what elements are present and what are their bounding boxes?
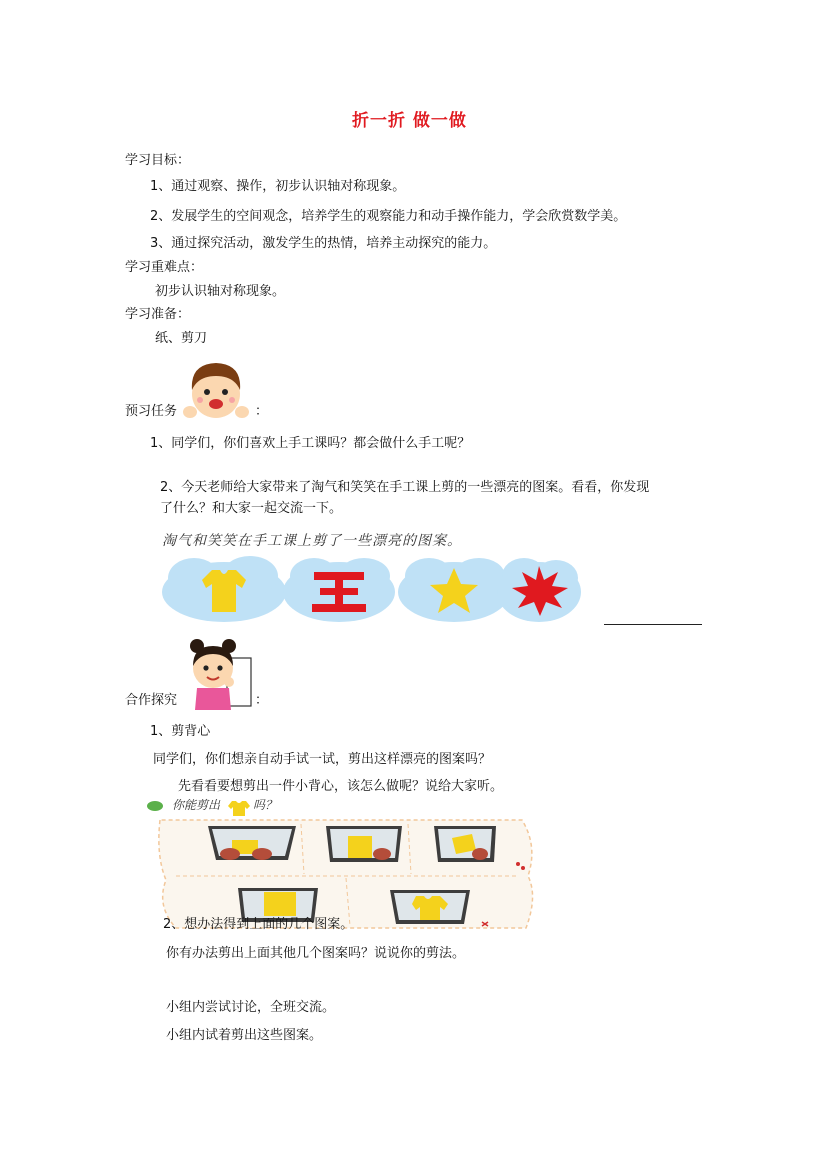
prep-heading: 学习准备：: [125, 307, 191, 322]
wang-shape: [312, 572, 366, 612]
blank-line: [604, 624, 702, 625]
preview-question-1: 1、同学们，你们喜欢上手工课吗？都会做什么手工呢？: [150, 436, 471, 451]
page-title: 折一折 做一做: [352, 111, 467, 131]
steps-caption-a: 你能剪出: [172, 798, 221, 812]
preview-question-2-line1: 2、今天老师给大家带来了淘气和笑笑在手工课上剪的一些漂亮的图案。看看，你发现: [160, 480, 650, 495]
goal-item-3: 3、通过探究活动，激发学生的热情，培养主动探究的能力。: [150, 236, 497, 251]
group-try-cutting: 小组内试着剪出这些图案。: [166, 1028, 323, 1043]
explore-step-1-hint: 先看看要想剪出一件小背心，该怎么做呢？说给大家听。: [178, 779, 504, 794]
key-points-text: 初步认识轴对称现象。: [155, 284, 286, 299]
key-points-heading: 学习重难点：: [125, 260, 204, 275]
girl-cartoon-icon: [183, 638, 255, 710]
group-discussion: 小组内尝试讨论，全班交流。: [166, 1000, 336, 1015]
banner-caption: 淘气和笑笑在手工课上剪了一些漂亮的图案。: [162, 533, 462, 549]
step-2: [326, 826, 402, 862]
preview-question-2-line2: 了什么？和大家一起交流一下。: [160, 501, 343, 516]
explore-colon: ：: [255, 693, 269, 708]
patterns-banner: [154, 554, 604, 626]
explore-heading: 合作探究: [125, 693, 178, 708]
explore-step-1-question: 同学们，你们想亲自动手试一试，剪出这样漂亮的图案吗？: [153, 752, 492, 767]
steps-caption-b: 吗？: [253, 798, 278, 812]
goal-item-1: 1、通过观察、操作，初步认识轴对称现象。: [150, 179, 406, 194]
explore-step-2-question: 你有办法剪出上面其他几个图案吗？说说你的剪法。: [166, 946, 466, 961]
boy-cartoon-icon: [180, 360, 250, 422]
preview-heading: 预习任务: [125, 404, 178, 419]
prep-text: 纸、剪刀: [155, 331, 208, 346]
goal-item-2: 2、发展学生的空间观念，培养学生的观察能力和动手操作能力，学会欣赏数学美。: [150, 209, 627, 224]
goals-heading: 学习目标：: [125, 153, 191, 168]
step-1: [208, 826, 296, 860]
preview-colon: ：: [255, 404, 269, 419]
explore-step-1: 1、剪背心: [150, 724, 211, 739]
explore-step-2: 2、想办法得到上面的几个图案。: [163, 917, 354, 932]
